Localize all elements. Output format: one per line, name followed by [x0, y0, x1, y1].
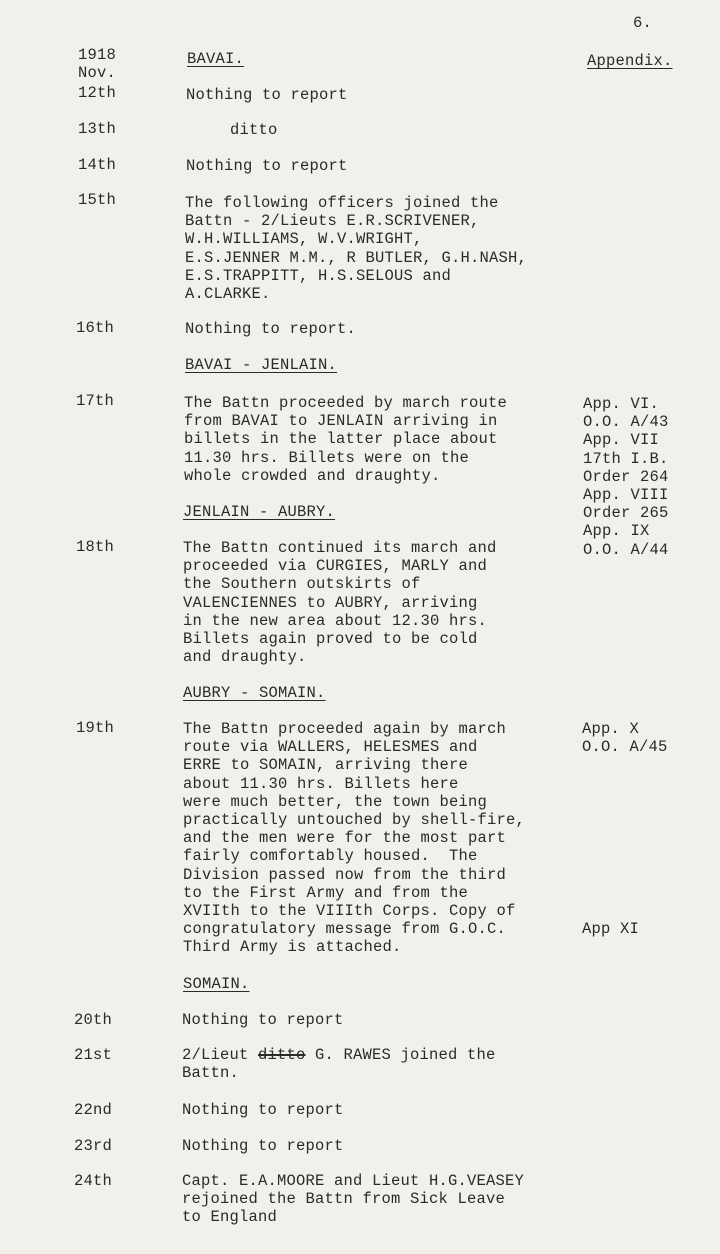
entry-13th: ditto [230, 121, 278, 139]
entry-18th-line: Billets again proved to be cold [183, 630, 478, 648]
entry-21st-suffix: G. RAWES joined the [305, 1046, 496, 1064]
entry-19th-line: to the First Army and from the [183, 883, 469, 902]
entry-17th-line: The Battn proceeded by march route [184, 394, 508, 412]
entry-18th-line: The Battn continued its march and [183, 539, 497, 557]
entry-24th-line: rejoined the Battn from Sick Leave [182, 1190, 506, 1209]
date-16th: 16th [76, 319, 115, 337]
entry-18th-line: VALENCIENNES to AUBRY, arriving [183, 593, 478, 612]
entry-19th-line: practically untouched by shell-fire, [183, 811, 526, 829]
entry-19th-line: route via WALLERS, HELESMES and [183, 738, 478, 757]
entry-15th-line: E.S.TRAPPITT, H.S.SELOUS and [185, 266, 452, 285]
appendix-heading: Appendix. [587, 52, 673, 70]
entry-19th-line: were much better, the town being [183, 792, 488, 811]
appendix-ref: App. VIII [583, 486, 669, 504]
appendix-ref: 17th I.B. [583, 449, 669, 468]
date-14th: 14th [78, 156, 117, 174]
entry-19th-line: about 11.30 hrs. Billets here [183, 774, 459, 793]
date-12th: 12th [78, 84, 117, 102]
location-heading: BAVAI. [187, 50, 245, 68]
entry-19th-line: Third Army is attached. [183, 938, 402, 957]
entry-23rd: Nothing to report [182, 1137, 344, 1155]
entry-19th-line: fairly comfortably housed. The [183, 847, 478, 866]
appendix-ref: O.O. A/45 [582, 738, 668, 757]
appendix-ref: App. VII [583, 431, 660, 450]
year: 1918 [78, 46, 117, 64]
date-21st: 21st [74, 1046, 113, 1064]
entry-17th-line: whole crowded and draughty. [184, 466, 441, 485]
entry-18th-line: the Southern outskirts of [183, 575, 421, 594]
entry-18th-line: in the new area about 12.30 hrs. [183, 611, 488, 630]
date-13th: 13th [78, 120, 117, 138]
entry-15th-line: Battn - 2/Lieuts E.R.SCRIVENER, [185, 212, 480, 231]
date-17th: 17th [76, 392, 115, 410]
entry-15th-line: A.CLARKE. [185, 285, 271, 303]
month: Nov. [78, 64, 117, 82]
appendix-ref: App. X [582, 720, 640, 738]
entry-12th: Nothing to report [186, 86, 348, 104]
entry-19th-line: congratulatory message from G.O.C. [183, 920, 507, 939]
appendix-ref: Order 265 [583, 504, 669, 523]
appendix-ref: O.O. A/44 [583, 540, 669, 559]
date-22nd: 22nd [74, 1101, 113, 1119]
appendix-ref-app-xi: App XI [582, 920, 640, 938]
appendix-ref: Order 264 [583, 467, 669, 486]
entry-17th-line: from BAVAI to JENLAIN arriving in [184, 412, 498, 431]
date-20th: 20th [74, 1011, 113, 1029]
entry-19th-line: ERRE to SOMAIN, arriving there [183, 756, 469, 775]
entry-18th-line: and draughty. [183, 648, 307, 667]
heading-bavai-jenlain: BAVAI - JENLAIN. [185, 356, 338, 374]
date-18th: 18th [76, 538, 115, 556]
date-15th: 15th [78, 191, 117, 209]
entry-15th-line: The following officers joined the [185, 194, 499, 212]
date-19th: 19th [76, 719, 115, 737]
entry-24th-line: to England [182, 1208, 278, 1227]
entry-19th-line: Division passed now from the third [183, 865, 507, 884]
entry-19th-line: The Battn proceeded again by march [183, 720, 507, 738]
entry-19th-line: XVIIth to the VIIIth Corps. Copy of [183, 902, 516, 920]
entry-17th-line: billets in the latter place about [184, 430, 498, 449]
entry-18th-line: proceeded via CURGIES, MARLY and [183, 557, 488, 576]
entry-21st-prefix: 2/Lieut [182, 1046, 259, 1064]
heading-jenlain-aubry: JENLAIN - AUBRY. [183, 503, 336, 521]
entry-16th: Nothing to report. [185, 320, 357, 338]
heading-somain: SOMAIN. [183, 975, 250, 993]
entry-19th-line: and the men were for the most part [183, 829, 507, 848]
page-number: 6. [633, 14, 653, 32]
entry-15th-line: E.S.JENNER M.M., R BUTLER, G.H.NASH, [185, 248, 528, 267]
appendix-ref: App. IX [583, 522, 650, 541]
entry-24th-line: Capt. E.A.MOORE and Lieut H.G.VEASEY [182, 1172, 525, 1190]
struck-out-word: ditto [258, 1046, 306, 1064]
entry-21st-line2: Battn. [182, 1064, 240, 1082]
date-24th: 24th [74, 1172, 113, 1190]
appendix-ref: App. VI. [583, 395, 660, 413]
entry-15th-line: W.H.WILLIAMS, W.V.WRIGHT, [185, 230, 423, 249]
heading-aubry-somain: AUBRY - SOMAIN. [183, 684, 326, 702]
entry-20th: Nothing to report [182, 1011, 344, 1029]
entry-21st-line [182, 1046, 496, 1064]
entry-17th-line: 11.30 hrs. Billets were on the [184, 448, 470, 467]
date-23rd: 23rd [74, 1137, 113, 1155]
appendix-ref: O.O. A/43 [583, 413, 669, 432]
entry-14th: Nothing to report [186, 157, 348, 175]
entry-22nd: Nothing to report [182, 1101, 344, 1119]
